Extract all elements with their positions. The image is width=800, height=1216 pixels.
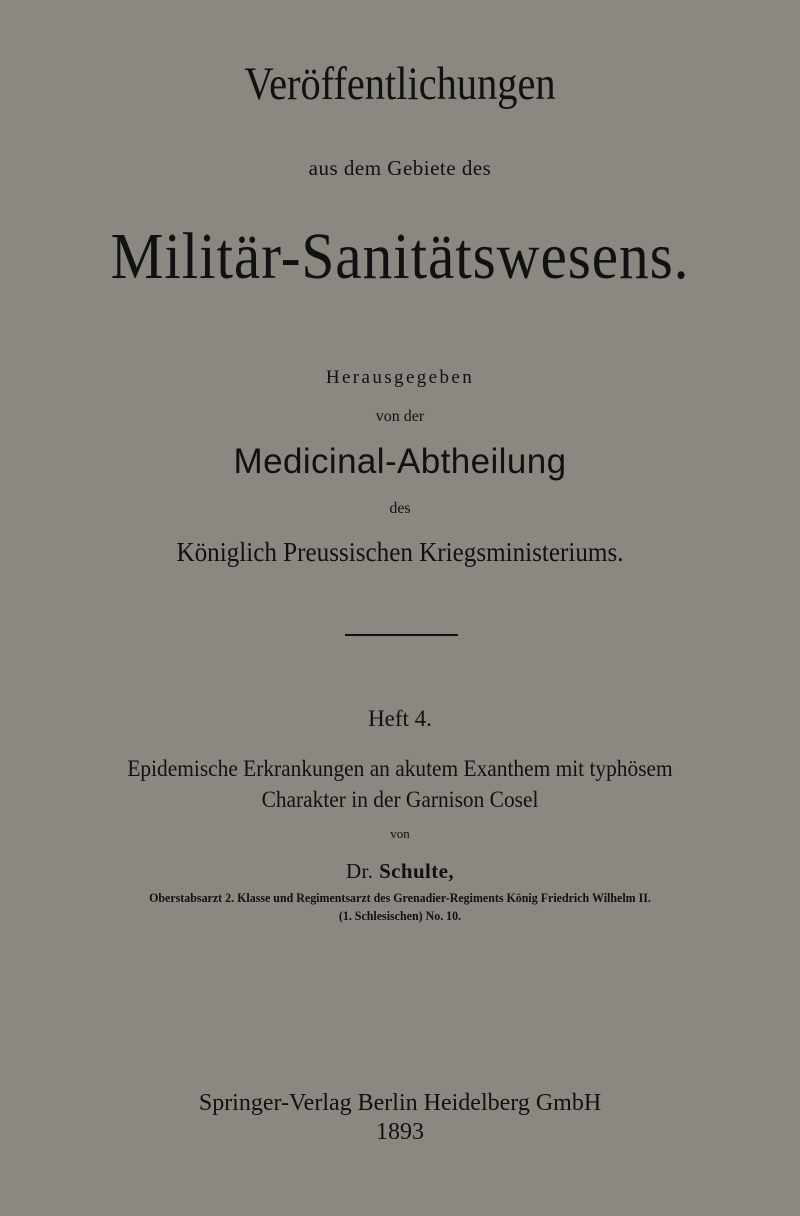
work-title-line-1: Epidemische Erkrankungen an akutem Exanthem mit typhösem xyxy=(127,756,673,781)
divider-rule xyxy=(345,634,458,636)
author-name: Schulte, xyxy=(379,859,455,883)
publication-year: 1893 xyxy=(376,1119,424,1145)
department-name: Medicinal-Abtheilung xyxy=(233,442,567,481)
editor-label: Herausgegeben xyxy=(325,367,475,388)
ministry-name: Königlich Preussischen Kriegsministeriums. xyxy=(176,537,624,567)
work-title-line-2: Charakter in der Garnison Cosel xyxy=(261,787,539,812)
editor-by-label: von der xyxy=(375,408,425,425)
author-affiliation-line-1: Oberstabsarzt 2. Klasse und Regimentsarzt des Grenadier-Regiments König Friedrich Wilhelm II. xyxy=(149,890,651,905)
series-subtitle: aus dem Gebiete des xyxy=(308,156,492,180)
publisher: Springer-Verlag Berlin Heidelberg GmbH xyxy=(198,1090,602,1116)
department-of-label: des xyxy=(389,500,411,517)
issue-number: Heft 4. xyxy=(368,706,432,731)
series-title: Veröffentlichungen xyxy=(244,58,556,110)
author-by-label: von xyxy=(390,826,410,841)
author-prefix: Dr. xyxy=(345,859,374,883)
author-affiliation-line-2: (1. Schlesischen) No. 10. xyxy=(338,908,462,923)
main-title: Militär-Sanitätswesens. xyxy=(110,220,690,293)
author xyxy=(0,857,800,885)
